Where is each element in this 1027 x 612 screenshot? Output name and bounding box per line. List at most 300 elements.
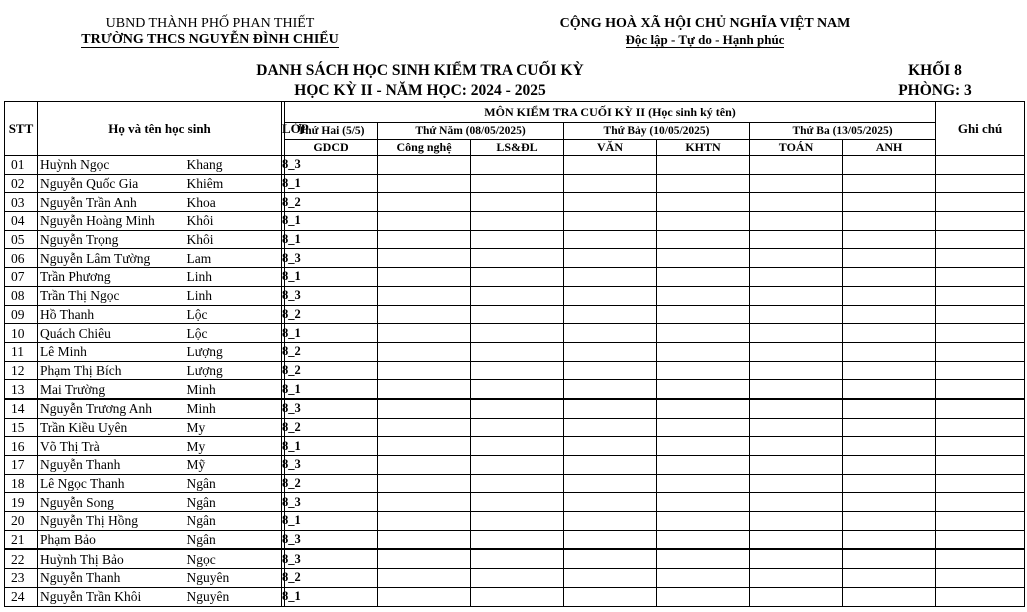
row-last-name: Lê Minh: [38, 342, 186, 361]
row-last-name: Nguyễn Song: [38, 493, 186, 512]
note-cell: [936, 361, 1025, 380]
signature-cell: [750, 437, 843, 456]
nation-header: [520, 16, 890, 48]
signature-cell: [564, 286, 657, 305]
row-last-name: Trần Thị Ngọc: [38, 286, 186, 305]
signature-cell: [750, 212, 843, 231]
row-first-name: Mỹ: [186, 456, 282, 475]
signature-cell: [657, 399, 750, 418]
row-last-name: Huỳnh Ngọc: [38, 156, 186, 175]
signature-cell: [657, 193, 750, 212]
signature-cell: [657, 230, 750, 249]
header-student-name: Họ và tên học sinh: [38, 102, 282, 156]
note-cell: [936, 380, 1025, 399]
signature-cell: [750, 380, 843, 399]
signature-cell: [564, 530, 657, 549]
signature-cell: [843, 193, 936, 212]
signature-cell: [471, 512, 564, 531]
row-stt: 24: [5, 587, 38, 606]
note-cell: [936, 193, 1025, 212]
signature-cell: [471, 156, 564, 175]
note-cell: [936, 305, 1025, 324]
org-line-2: TRƯỜNG THCS NGUYỄN ĐÌNH CHIỂU: [81, 32, 339, 47]
row-first-name: Khang: [186, 156, 282, 175]
row-first-name: Khiêm: [186, 174, 282, 193]
table-row: [5, 193, 1025, 212]
note-cell: [936, 530, 1025, 549]
note-cell: [936, 399, 1025, 418]
signature-cell: [750, 456, 843, 475]
row-stt: 08: [5, 286, 38, 305]
row-last-name: Nguyễn Trần Khôi: [38, 587, 186, 606]
signature-cell: [843, 305, 936, 324]
row-class: 8_1: [282, 324, 285, 343]
signature-cell: [471, 193, 564, 212]
table-row: [5, 212, 1025, 231]
signature-cell: [657, 361, 750, 380]
note-cell: [936, 512, 1025, 531]
signature-cell: [378, 437, 471, 456]
signature-cell: [750, 268, 843, 287]
signature-cell: [657, 380, 750, 399]
signature-cell: [378, 268, 471, 287]
signature-cell: [471, 286, 564, 305]
signature-cell: [378, 305, 471, 324]
row-first-name: Lộc: [186, 324, 282, 343]
note-cell: [936, 156, 1025, 175]
table-row: [5, 305, 1025, 324]
signature-cell: [564, 212, 657, 231]
signature-cell: [564, 305, 657, 324]
title-line-2: HỌC KỲ II - NĂM HỌC: 2024 - 2025: [294, 82, 546, 99]
table-row: [5, 342, 1025, 361]
row-class: 8_1: [282, 268, 285, 287]
subject-toan: TOÁN: [750, 140, 843, 156]
row-last-name: Phạm Thị Bích: [38, 361, 186, 380]
signature-cell: [843, 399, 936, 418]
signature-cell: [471, 212, 564, 231]
table-row: [5, 569, 1025, 588]
row-class: 8_1: [282, 437, 285, 456]
grade-room-info: [880, 61, 990, 101]
note-cell: [936, 249, 1025, 268]
signature-cell: [564, 156, 657, 175]
row-stt: 17: [5, 456, 38, 475]
signature-cell: [657, 474, 750, 493]
row-class: 8_3: [282, 249, 285, 268]
signature-cell: [378, 399, 471, 418]
row-first-name: Minh: [186, 380, 282, 399]
signature-cell: [378, 249, 471, 268]
note-cell: [936, 569, 1025, 588]
grade-label: KHỐI 8: [908, 62, 962, 79]
signature-cell: [378, 380, 471, 399]
note-cell: [936, 549, 1025, 568]
title-line-1: DANH SÁCH HỌC SINH KIỂM TRA CUỐI KỲ: [256, 62, 584, 79]
table-row: [5, 512, 1025, 531]
signature-cell: [471, 437, 564, 456]
row-stt: 20: [5, 512, 38, 531]
signature-cell: [750, 174, 843, 193]
signature-cell: [750, 418, 843, 437]
row-class: 8_3: [282, 493, 285, 512]
signature-cell: [843, 230, 936, 249]
signature-cell: [843, 380, 936, 399]
row-first-name: Nguyên: [186, 587, 282, 606]
signature-cell: [843, 156, 936, 175]
row-last-name: Nguyễn Thị Hồng: [38, 512, 186, 531]
row-stt: 03: [5, 193, 38, 212]
signature-cell: [471, 587, 564, 606]
signature-cell: [843, 456, 936, 475]
day-thursday: Thứ Năm (08/05/2025): [378, 123, 564, 140]
signature-cell: [378, 342, 471, 361]
note-cell: [936, 324, 1025, 343]
row-stt: 05: [5, 230, 38, 249]
signature-cell: [657, 530, 750, 549]
signature-cell: [564, 512, 657, 531]
row-first-name: Lộc: [186, 305, 282, 324]
table-row: [5, 456, 1025, 475]
signature-cell: [564, 399, 657, 418]
subject-ls-dl: LS&ĐL: [471, 140, 564, 156]
signature-cell: [750, 512, 843, 531]
row-stt: 09: [5, 305, 38, 324]
row-class: 8_1: [282, 230, 285, 249]
row-class: 8_3: [282, 456, 285, 475]
signature-cell: [564, 437, 657, 456]
row-last-name: Trần Kiều Uyên: [38, 418, 186, 437]
subject-gdcd: GDCD: [285, 140, 378, 156]
signature-cell: [843, 569, 936, 588]
table-row: [5, 268, 1025, 287]
row-class: 8_2: [282, 418, 285, 437]
row-last-name: Nguyễn Trần Anh: [38, 193, 186, 212]
signature-cell: [378, 286, 471, 305]
row-first-name: My: [186, 418, 282, 437]
row-last-name: Nguyễn Lâm Tường: [38, 249, 186, 268]
header-class: LỚP: [282, 102, 285, 156]
row-stt: 12: [5, 361, 38, 380]
header-stt: STT: [5, 102, 38, 156]
signature-cell: [564, 587, 657, 606]
signature-cell: [564, 230, 657, 249]
table-row: [5, 474, 1025, 493]
signature-cell: [471, 456, 564, 475]
org-line-1: UBND THÀNH PHỐ PHAN THIẾT: [105, 16, 315, 31]
row-class: 8_1: [282, 380, 285, 399]
signature-cell: [750, 549, 843, 568]
table-row: [5, 324, 1025, 343]
subject-cong-nghe: Công nghệ: [378, 140, 471, 156]
row-stt: 16: [5, 437, 38, 456]
signature-cell: [843, 342, 936, 361]
row-stt: 15: [5, 418, 38, 437]
signature-cell: [564, 418, 657, 437]
table-row: [5, 418, 1025, 437]
signature-cell: [564, 342, 657, 361]
row-class: 8_1: [282, 174, 285, 193]
signature-cell: [378, 418, 471, 437]
row-class: 8_2: [282, 474, 285, 493]
row-class: 8_3: [282, 156, 285, 175]
signature-cell: [843, 361, 936, 380]
signature-cell: [750, 474, 843, 493]
row-stt: 07: [5, 268, 38, 287]
row-first-name: Khoa: [186, 193, 282, 212]
signature-cell: [378, 530, 471, 549]
signature-cell: [843, 286, 936, 305]
signature-cell: [750, 156, 843, 175]
row-first-name: Khôi: [186, 230, 282, 249]
row-last-name: Trần Phương: [38, 268, 186, 287]
table-row: [5, 437, 1025, 456]
table-row: [5, 174, 1025, 193]
note-cell: [936, 587, 1025, 606]
row-stt: 14: [5, 399, 38, 418]
signature-cell: [564, 361, 657, 380]
table-row: [5, 380, 1025, 399]
table-row: [5, 530, 1025, 549]
signature-cell: [843, 212, 936, 231]
signature-cell: [378, 549, 471, 568]
table-row: [5, 156, 1025, 175]
row-class: 8_1: [282, 212, 285, 231]
row-first-name: Ngân: [186, 474, 282, 493]
document-title: [180, 61, 660, 101]
signature-cell: [750, 587, 843, 606]
signature-cell: [657, 212, 750, 231]
row-last-name: Nguyễn Quốc Gia: [38, 174, 186, 193]
signature-cell: [843, 418, 936, 437]
row-stt: 18: [5, 474, 38, 493]
signature-cell: [471, 549, 564, 568]
signature-cell: [750, 399, 843, 418]
table-row: [5, 230, 1025, 249]
signature-cell: [471, 305, 564, 324]
row-first-name: Minh: [186, 399, 282, 418]
row-stt: 23: [5, 569, 38, 588]
signature-cell: [471, 361, 564, 380]
row-stt: 19: [5, 493, 38, 512]
row-last-name: Nguyễn Trương Anh: [38, 399, 186, 418]
row-first-name: Linh: [186, 286, 282, 305]
signature-cell: [750, 286, 843, 305]
signature-cell: [657, 174, 750, 193]
row-class: 8_3: [282, 286, 285, 305]
row-last-name: Hồ Thanh: [38, 305, 186, 324]
signature-cell: [657, 493, 750, 512]
row-stt: 10: [5, 324, 38, 343]
table-row: [5, 493, 1025, 512]
signature-cell: [378, 587, 471, 606]
row-class: 8_3: [282, 530, 285, 549]
signature-cell: [564, 193, 657, 212]
subject-anh: ANH: [843, 140, 936, 156]
signature-cell: [843, 493, 936, 512]
row-first-name: Lượng: [186, 342, 282, 361]
row-last-name: Huỳnh Thị Bảo: [38, 549, 186, 568]
header-subjects-group: MÔN KIỂM TRA CUỐI KỲ II (Học sinh ký tên): [285, 102, 936, 123]
signature-cell: [378, 212, 471, 231]
row-class: 8_1: [282, 512, 285, 531]
row-stt: 11: [5, 342, 38, 361]
signature-cell: [843, 249, 936, 268]
note-cell: [936, 456, 1025, 475]
note-cell: [936, 418, 1025, 437]
row-last-name: Nguyễn Hoàng Minh: [38, 212, 186, 231]
row-class: 8_2: [282, 361, 285, 380]
row-stt: 02: [5, 174, 38, 193]
table-row: [5, 286, 1025, 305]
signature-cell: [378, 324, 471, 343]
room-label: PHÒNG: 3: [898, 82, 972, 99]
signature-cell: [657, 587, 750, 606]
signature-cell: [750, 361, 843, 380]
signature-cell: [657, 268, 750, 287]
row-stt: 06: [5, 249, 38, 268]
signature-cell: [471, 174, 564, 193]
signature-cell: [471, 342, 564, 361]
row-stt: 13: [5, 380, 38, 399]
signature-cell: [378, 156, 471, 175]
signature-cell: [564, 174, 657, 193]
signature-cell: [843, 268, 936, 287]
signature-cell: [378, 456, 471, 475]
signature-cell: [564, 249, 657, 268]
note-cell: [936, 212, 1025, 231]
signature-cell: [471, 324, 564, 343]
row-first-name: Lam: [186, 249, 282, 268]
row-first-name: Linh: [186, 268, 282, 287]
signature-cell: [750, 230, 843, 249]
signature-cell: [750, 305, 843, 324]
note-cell: [936, 342, 1025, 361]
subject-van: VĂN: [564, 140, 657, 156]
signature-cell: [750, 342, 843, 361]
row-class: 8_2: [282, 569, 285, 588]
signature-cell: [564, 549, 657, 568]
signature-cell: [750, 493, 843, 512]
signature-cell: [564, 569, 657, 588]
signature-cell: [657, 512, 750, 531]
signature-cell: [657, 342, 750, 361]
signature-cell: [843, 437, 936, 456]
signature-cell: [657, 456, 750, 475]
signature-cell: [843, 324, 936, 343]
table-row: [5, 587, 1025, 606]
signature-cell: [750, 249, 843, 268]
signature-cell: [378, 174, 471, 193]
signature-cell: [750, 569, 843, 588]
row-last-name: Nguyễn Thanh: [38, 569, 186, 588]
signature-cell: [750, 324, 843, 343]
row-first-name: Ngân: [186, 493, 282, 512]
row-class: 8_2: [282, 342, 285, 361]
note-cell: [936, 268, 1025, 287]
table-row: [5, 399, 1025, 418]
note-cell: [936, 230, 1025, 249]
signature-cell: [471, 249, 564, 268]
signature-cell: [471, 399, 564, 418]
note-cell: [936, 174, 1025, 193]
signature-cell: [471, 230, 564, 249]
signature-cell: [564, 474, 657, 493]
signature-cell: [378, 569, 471, 588]
row-stt: 22: [5, 549, 38, 568]
row-first-name: Ngân: [186, 512, 282, 531]
table-row: [5, 249, 1025, 268]
signature-cell: [657, 305, 750, 324]
row-first-name: Khôi: [186, 212, 282, 231]
signature-cell: [471, 474, 564, 493]
row-class: 8_1: [282, 587, 285, 606]
nation-line-1: CỘNG HOÀ XÃ HỘI CHỦ NGHĨA VIỆT NAM: [559, 16, 851, 31]
signature-cell: [657, 569, 750, 588]
row-last-name: Nguyễn Trọng: [38, 230, 186, 249]
row-first-name: Ngọc: [186, 549, 282, 568]
signature-cell: [843, 474, 936, 493]
row-last-name: Nguyễn Thanh: [38, 456, 186, 475]
signature-cell: [657, 156, 750, 175]
row-first-name: My: [186, 437, 282, 456]
signature-cell: [378, 193, 471, 212]
row-last-name: Võ Thị Trà: [38, 437, 186, 456]
signature-cell: [378, 512, 471, 531]
signature-cell: [657, 437, 750, 456]
signature-cell: [378, 474, 471, 493]
signature-cell: [843, 549, 936, 568]
row-first-name: Nguyên: [186, 569, 282, 588]
nation-line-2: Độc lập - Tự do - Hạnh phúc: [625, 32, 785, 47]
row-first-name: Ngân: [186, 530, 282, 549]
table-row: [5, 549, 1025, 568]
subject-khtn: KHTN: [657, 140, 750, 156]
signature-cell: [657, 249, 750, 268]
row-stt: 04: [5, 212, 38, 231]
day-saturday: Thứ Bảy (10/05/2025): [564, 123, 750, 140]
signature-cell: [657, 418, 750, 437]
note-cell: [936, 493, 1025, 512]
signature-cell: [471, 268, 564, 287]
signature-cell: [471, 530, 564, 549]
row-stt: 21: [5, 530, 38, 549]
signature-cell: [750, 193, 843, 212]
row-last-name: Mai Trường: [38, 380, 186, 399]
signature-cell: [843, 587, 936, 606]
signature-cell: [471, 493, 564, 512]
student-roster-table: [4, 101, 1025, 607]
day-tuesday: Thứ Ba (13/05/2025): [750, 123, 936, 140]
day-monday: Thứ Hai (5/5): [285, 123, 378, 140]
row-last-name: Lê Ngọc Thanh: [38, 474, 186, 493]
row-first-name: Lượng: [186, 361, 282, 380]
signature-cell: [564, 380, 657, 399]
row-class: 8_2: [282, 193, 285, 212]
note-cell: [936, 474, 1025, 493]
signature-cell: [843, 512, 936, 531]
row-last-name: Phạm Bảo: [38, 530, 186, 549]
header-note: Ghi chú: [936, 102, 1025, 156]
signature-cell: [564, 456, 657, 475]
note-cell: [936, 286, 1025, 305]
school-header: [40, 16, 380, 48]
note-cell: [936, 437, 1025, 456]
row-class: 8_2: [282, 305, 285, 324]
row-last-name: Quách Chiêu: [38, 324, 186, 343]
row-class: 8_3: [282, 399, 285, 418]
signature-cell: [564, 493, 657, 512]
